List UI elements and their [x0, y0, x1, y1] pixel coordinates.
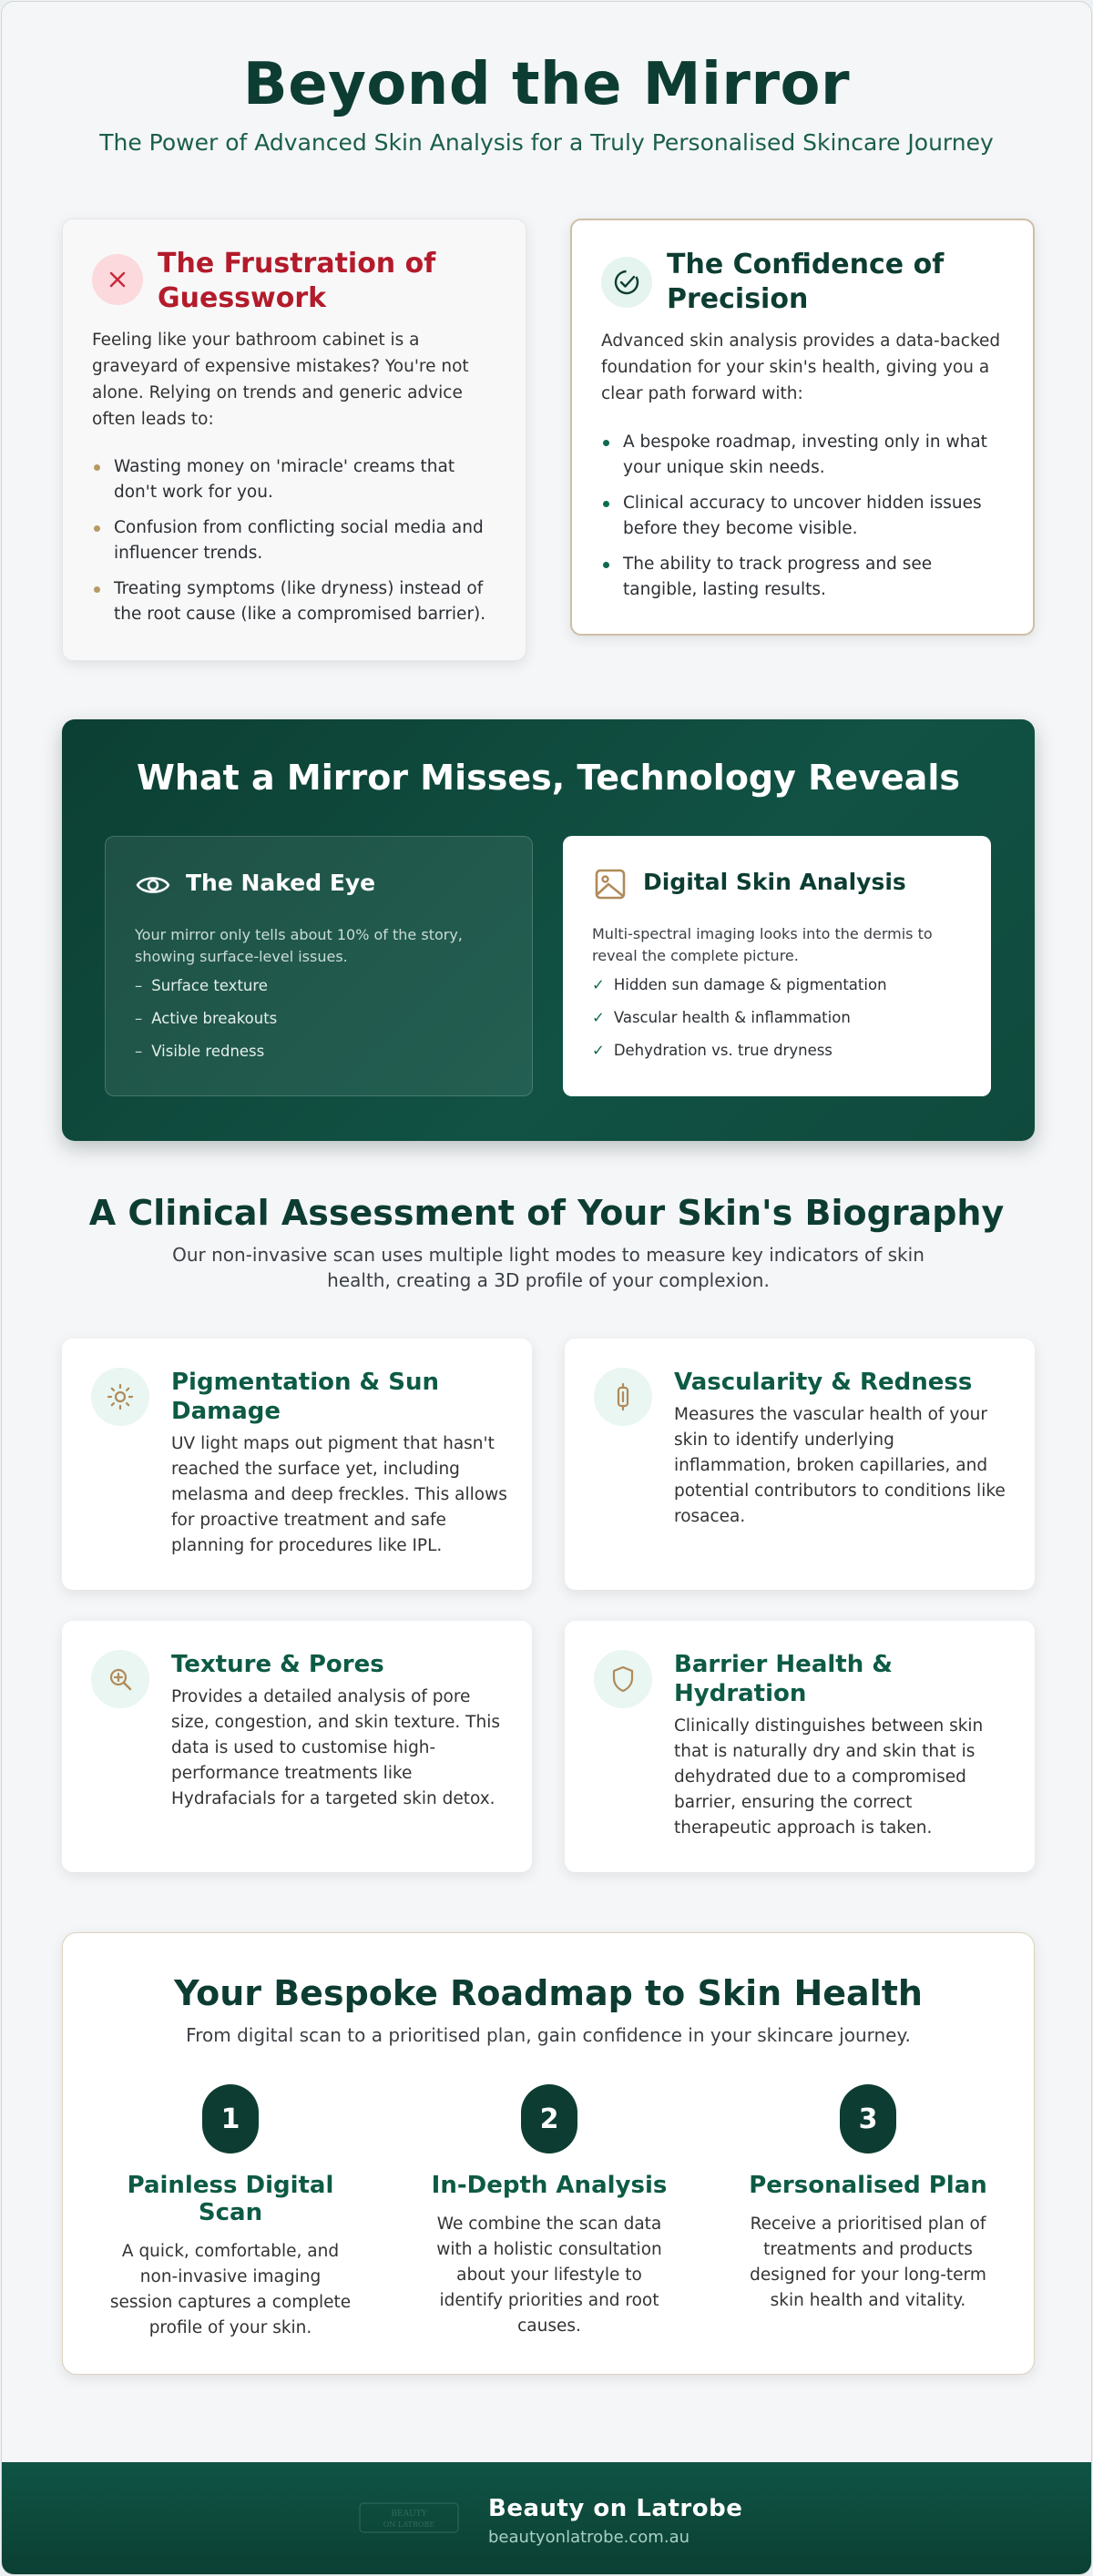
- svg-text:BEAUTY: BEAUTY: [391, 2510, 427, 2519]
- dash-marker: –: [135, 1010, 143, 1027]
- digital-analysis-list: [592, 974, 975, 1073]
- magnify-plus-icon: [91, 1650, 149, 1708]
- list-item: [592, 1007, 975, 1029]
- list-item-text: Active breakouts: [151, 1010, 278, 1027]
- dash-marker: –: [135, 977, 143, 994]
- clinical-title: A Clinical Assessment of Your Skin's Biography: [88, 1193, 1005, 1233]
- list-item: [592, 1040, 975, 1062]
- list-item-text: The ability to track progress and see tangible, lasting results.: [623, 555, 933, 599]
- step-title: Painless Digital Scan: [127, 2172, 334, 2226]
- bullet-dot: [94, 464, 100, 471]
- list-item: [601, 491, 1011, 542]
- feature-title: Barrier Health & Hydration: [674, 1651, 893, 1707]
- naked-eye-list: [135, 975, 517, 1074]
- list-item-text: Clinical accuracy to uncover hidden issues before they become visible.: [623, 494, 982, 538]
- list-item-text: Visible redness: [151, 1043, 265, 1060]
- precision-title: The Confidence of Precision: [667, 249, 945, 315]
- check-circle-icon: [601, 257, 652, 308]
- bullet-dot: [603, 440, 609, 446]
- roadmap-step: [413, 2084, 686, 2339]
- precision-intro: Advanced skin analysis provides a data-backed foundation for your skin's health, giving you a clear path forward with:: [601, 331, 1001, 403]
- list-item-text: Treating symptoms (like dryness) instead of the root cause (like a compromised barrier).: [114, 579, 486, 624]
- list-item: [92, 454, 502, 505]
- footer: [2, 2462, 1092, 2575]
- reveal-section: [62, 719, 1035, 1141]
- roadmap-title: Your Bespoke Roadmap to Skin Health: [174, 1973, 923, 2013]
- feature-text: Clinically distinguishes between skin that is naturally dry and skin that is dehydrated due to a compromised barrier, ensuring the correct therapeutic approach is taken.: [674, 1716, 984, 1838]
- dash-marker: –: [135, 1043, 143, 1060]
- list-item-text: Surface texture: [151, 977, 268, 994]
- feature-title: Pigmentation & Sun Damage: [171, 1369, 440, 1425]
- feature-text: Provides a detailed analysis of pore size, congestion, and skin texture. This data is used to customise high-performance treatments like Hydrafacials for a targeted skin detox.: [171, 1687, 500, 1808]
- infographic-page: [1, 1, 1092, 2575]
- digital-analysis-text: Multi-spectral imaging looks into the dermis to reveal the complete picture.: [592, 925, 933, 964]
- guesswork-intro: Feeling like your bathroom cabinet is a graveyard of expensive mistakes? You're not alone. Relying on trends and generic advice often leads to:: [92, 331, 469, 429]
- feature-card-texture: [62, 1621, 532, 1872]
- feature-title: Texture & Pores: [171, 1651, 384, 1678]
- x-icon: [92, 254, 143, 305]
- digital-analysis-title: Digital Skin Analysis: [643, 869, 906, 895]
- list-item-text: Wasting money on 'miracle' creams that don't work for you.: [114, 457, 455, 502]
- roadmap-step: [94, 2084, 367, 2341]
- guesswork-title: The Frustration of Guesswork: [158, 248, 436, 314]
- reveal-title: What a Mirror Misses, Technology Reveals: [137, 758, 960, 798]
- svg-text:ON LATROBE: ON LATROBE: [383, 2520, 435, 2529]
- roadmap-subtitle: From digital scan to a prioritised plan, gain confidence in your skincare journey.: [186, 2024, 911, 2046]
- step-number-badge: 2: [521, 2084, 577, 2153]
- list-item-text: Hidden sun damage & pigmentation: [613, 976, 887, 993]
- check-icon: ✓: [592, 1042, 605, 1059]
- guesswork-list: [92, 454, 502, 637]
- list-item: [92, 515, 502, 566]
- sun-icon: [91, 1368, 149, 1426]
- clinical-subtitle: Our non-invasive scan uses multiple light modes to measure key indicators of skin health, creating a 3D profile of your complexion.: [172, 1244, 924, 1291]
- step-number-badge: 3: [840, 2084, 896, 2153]
- precision-list: [601, 430, 1011, 613]
- digital-analysis-panel: [563, 836, 991, 1096]
- list-item: [135, 1008, 517, 1030]
- check-icon: ✓: [592, 1009, 605, 1026]
- bullet-dot: [94, 525, 100, 532]
- thermometer-icon: [594, 1368, 652, 1426]
- step-number-badge: 1: [202, 2084, 259, 2153]
- precision-card: [570, 219, 1035, 636]
- guesswork-card: [62, 219, 526, 661]
- list-item: [601, 430, 1011, 481]
- roadmap-step: [731, 2084, 1005, 2314]
- step-text: A quick, comfortable, and non-invasive imaging session captures a complete profile of your skin.: [109, 2242, 352, 2337]
- list-item: [135, 1041, 517, 1063]
- bullet-dot: [603, 562, 609, 568]
- feature-title: Vascularity & Redness: [674, 1369, 973, 1396]
- list-item-text: A bespoke roadmap, investing only in what your unique skin needs.: [623, 433, 987, 477]
- list-item: [592, 974, 975, 996]
- list-item-text: Vascular health & inflammation: [613, 1009, 851, 1026]
- check-icon: ✓: [592, 976, 605, 993]
- bullet-dot: [94, 586, 100, 593]
- list-item-text: Dehydration vs. true dryness: [613, 1042, 833, 1059]
- feature-card-barrier: [565, 1621, 1035, 1872]
- feature-card-vascularity: [565, 1339, 1035, 1590]
- feature-text: Measures the vascular health of your skin to identify underlying inflammation, broken capillaries, and potential contributors to conditions like rosacea.: [674, 1405, 1006, 1526]
- list-item: [601, 552, 1011, 603]
- step-text: We combine the scan data with a holistic consultation about your lifestyle to identify priorities and root causes.: [436, 2215, 662, 2336]
- naked-eye-title: The Naked Eye: [186, 870, 376, 896]
- roadmap-section: [62, 1932, 1035, 2375]
- step-title: Personalised Plan: [749, 2172, 987, 2199]
- page-title: Beyond the Mirror: [242, 51, 851, 118]
- step-title: In-Depth Analysis: [431, 2172, 668, 2199]
- list-item-text: Confusion from conflicting social media and influencer trends.: [114, 518, 484, 563]
- list-item: [92, 576, 502, 627]
- brand-name: Beauty on Latrobe: [488, 2495, 743, 2522]
- naked-eye-panel: [105, 836, 533, 1096]
- bullet-dot: [603, 501, 609, 507]
- list-item: [135, 975, 517, 997]
- eye-icon: [135, 867, 171, 903]
- step-text: Receive a prioritised plan of treatments and products designed for your long-term skin health and vitality.: [750, 2215, 986, 2310]
- naked-eye-text: Your mirror only tells about 10% of the story, showing surface-level issues.: [135, 926, 463, 965]
- website-link[interactable]: beautyonlatrobe.com.au: [488, 2528, 690, 2547]
- brand-logo: [359, 2502, 459, 2533]
- shield-icon: [594, 1650, 652, 1708]
- image-icon: [592, 866, 628, 902]
- feature-card-pigmentation: [62, 1339, 532, 1590]
- feature-text: UV light maps out pigment that hasn't reached the surface yet, including melasma and deep freckles. This allows for proactive treatment and safe planning for procedures like IPL.: [171, 1434, 507, 1555]
- page-subtitle: The Power of Advanced Skin Analysis for a Truly Personalised Skincare Journey: [99, 129, 994, 156]
